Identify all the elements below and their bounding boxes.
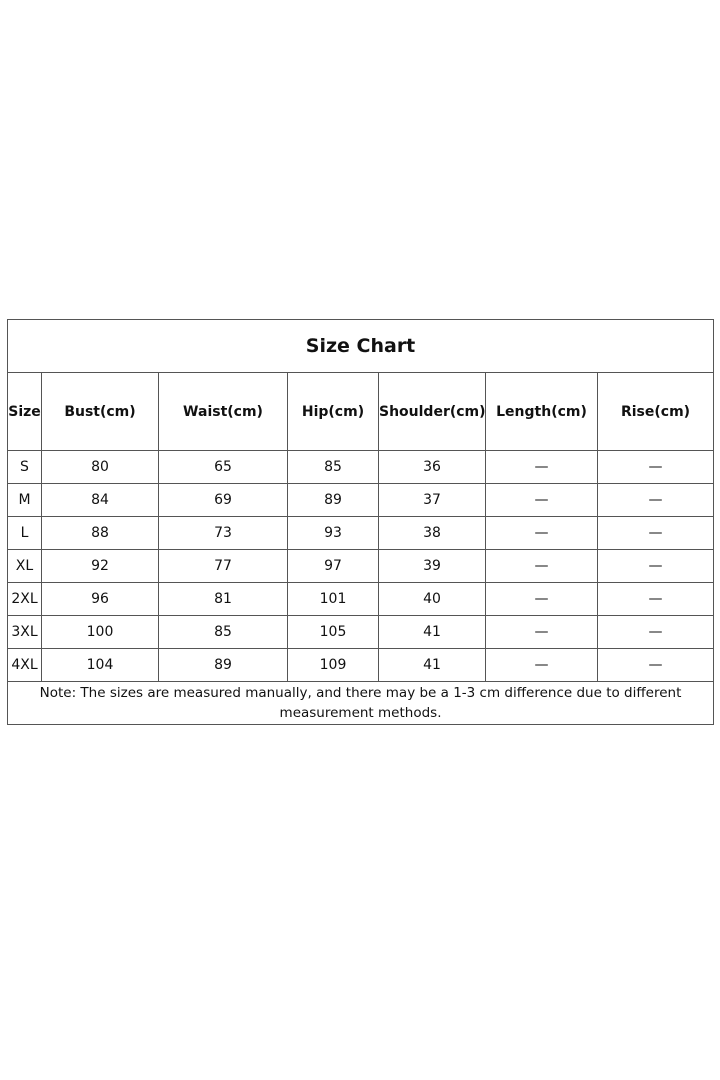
table-row — [8, 649, 714, 682]
hip-cell: 85 — [288, 451, 379, 484]
waist-cell: 77 — [159, 550, 288, 583]
table-row — [8, 451, 714, 484]
shoulder-cell: 36 — [379, 451, 486, 484]
size-chart-table — [7, 319, 714, 725]
bust-cell: 88 — [42, 517, 159, 550]
bust-cell: 80 — [42, 451, 159, 484]
table-body — [8, 451, 714, 725]
hip-cell: 109 — [288, 649, 379, 682]
measurement-note: Note: The sizes are measured manually, and there may be a 1-3 cm difference due to different measurement methods. — [8, 682, 714, 725]
shoulder-cell: 40 — [379, 583, 486, 616]
table-row — [8, 484, 714, 517]
waist-cell: 85 — [159, 616, 288, 649]
bust-cell: 104 — [42, 649, 159, 682]
size-cell: 3XL — [8, 616, 42, 649]
size-cell: L — [8, 517, 42, 550]
waist-cell: 65 — [159, 451, 288, 484]
size-cell: XL — [8, 550, 42, 583]
column-header-hip: Hip(cm) — [288, 373, 379, 451]
length-cell: — — [486, 616, 598, 649]
length-cell: — — [486, 451, 598, 484]
column-header-waist: Waist(cm) — [159, 373, 288, 451]
bust-cell: 96 — [42, 583, 159, 616]
waist-cell: 81 — [159, 583, 288, 616]
title-row — [8, 320, 714, 373]
column-header-size: Size — [8, 373, 42, 451]
table-row — [8, 550, 714, 583]
rise-cell: — — [598, 550, 714, 583]
waist-cell: 89 — [159, 649, 288, 682]
length-cell: — — [486, 649, 598, 682]
bust-cell: 92 — [42, 550, 159, 583]
table-row — [8, 517, 714, 550]
length-cell: — — [486, 517, 598, 550]
note-row — [8, 682, 714, 725]
size-cell: 2XL — [8, 583, 42, 616]
column-header-bust: Bust(cm) — [42, 373, 159, 451]
length-cell: — — [486, 484, 598, 517]
hip-cell: 101 — [288, 583, 379, 616]
hip-cell: 89 — [288, 484, 379, 517]
column-header-rise: Rise(cm) — [598, 373, 714, 451]
rise-cell: — — [598, 616, 714, 649]
chart-title: Size Chart — [8, 320, 714, 373]
rise-cell: — — [598, 484, 714, 517]
table-row — [8, 583, 714, 616]
hip-cell: 105 — [288, 616, 379, 649]
shoulder-cell: 41 — [379, 616, 486, 649]
table-row — [8, 616, 714, 649]
size-cell: S — [8, 451, 42, 484]
rise-cell: — — [598, 517, 714, 550]
length-cell: — — [486, 583, 598, 616]
column-header-shoulder: Shoulder(cm) — [379, 373, 486, 451]
header-row — [8, 373, 714, 451]
hip-cell: 93 — [288, 517, 379, 550]
shoulder-cell: 38 — [379, 517, 486, 550]
bust-cell: 84 — [42, 484, 159, 517]
waist-cell: 69 — [159, 484, 288, 517]
length-cell: — — [486, 550, 598, 583]
shoulder-cell: 39 — [379, 550, 486, 583]
rise-cell: — — [598, 583, 714, 616]
shoulder-cell: 41 — [379, 649, 486, 682]
size-cell: 4XL — [8, 649, 42, 682]
shoulder-cell: 37 — [379, 484, 486, 517]
rise-cell: — — [598, 649, 714, 682]
column-header-length: Length(cm) — [486, 373, 598, 451]
size-cell: M — [8, 484, 42, 517]
rise-cell: — — [598, 451, 714, 484]
hip-cell: 97 — [288, 550, 379, 583]
bust-cell: 100 — [42, 616, 159, 649]
waist-cell: 73 — [159, 517, 288, 550]
